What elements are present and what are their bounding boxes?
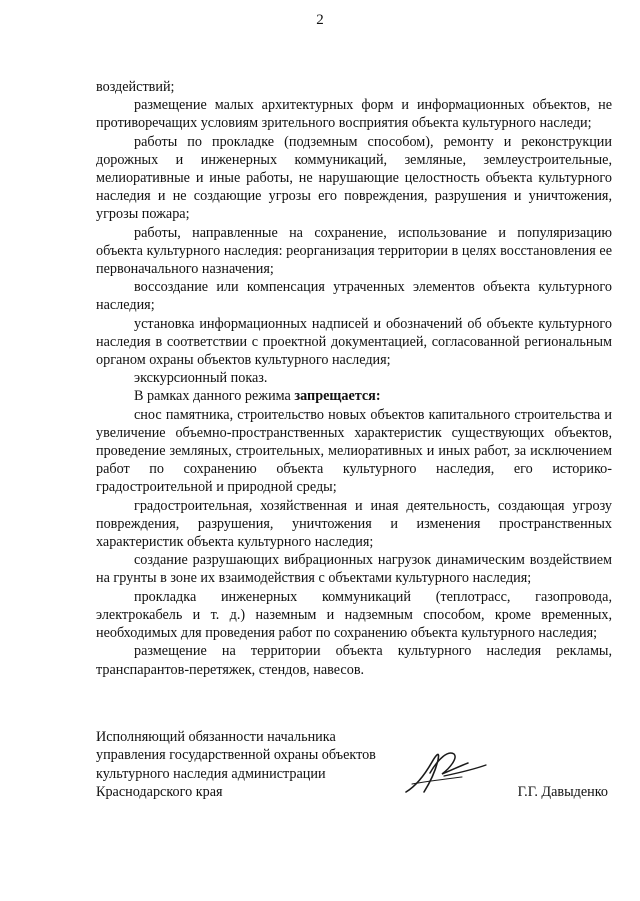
paragraph-prohibited-heading [96, 387, 612, 405]
paragraph-text: В рамках данного режима [134, 388, 295, 405]
paragraph [96, 497, 612, 552]
signer-position-line: Исполняющий обязанности начальника [96, 729, 336, 745]
paragraph-text: создание разрушающих вибрационных нагрузок динамическим воздействием на грунты в зоне их взаимодействия с объектами культурного наследия; [96, 552, 612, 587]
paragraph-text: установка информационных надписей и обозначений об объекте культурного наследия в соответствии с проектной документацией, согласованной региональным органом охраны объектов культурного наследия; [96, 315, 612, 369]
paragraph-text: снос памятника, строительство новых объектов капитального строительства и увеличение объемно-пространственных характеристик существующих объектов, проведение земляных, строительных, мелиоративных и иных работ, за исключением работ по сохранению объекта культурного наследия, его историко-градостроительной и природной среды; [96, 406, 612, 496]
paragraph-text: работы, направленные на сохранение, использование и популяризацию объекта культурного наследия: реорганизация территории в целях восстановления ее первоначального назначения; [96, 224, 612, 278]
signature-block [96, 728, 612, 808]
paragraph-text: размещение малых архитектурных форм и информационных объектов, не противоречащих условиям зрительного восприятия объекта культурного наследи; [96, 97, 612, 132]
signer-position [96, 728, 416, 802]
paragraph [96, 315, 612, 370]
paragraph-text: размещение на территории объекта культурного наследия рекламы, транспарантов-перетяжек, стендов, навесов. [96, 643, 612, 678]
signer-position-line: управления государственной охраны объектов [96, 747, 376, 764]
signer-position-line: культурного наследия администрации [96, 765, 326, 782]
paragraph-text: воздействий; [96, 79, 175, 95]
handwritten-signature [402, 746, 488, 798]
prohibited-keyword: запрещается: [294, 388, 381, 405]
paragraph-text: градостроительная, хозяйственная и иная деятельность, создающая угрозу повреждения, разрушения, уничтожения и изменения пространственных характеристик объекта культурного наследия; [96, 497, 612, 551]
paragraph [96, 551, 612, 587]
paragraph [96, 278, 612, 314]
signer-name: Г.Г. Давыденко [517, 784, 608, 800]
page-number: 2 [316, 12, 324, 28]
paragraph [96, 78, 612, 96]
paragraph-text: работы по прокладке (подземным способом), ремонту и реконструкции дорожных и инженерных коммуникаций, земляные, землеустроительные, мелиоративные и иные работы, не нарушающие целостность объекта культурного наследия и не создающие угрозы его повреждения, разрушения и уничтожения, угрозы пожара; [96, 133, 612, 223]
paragraph [96, 133, 612, 224]
document-body [96, 78, 612, 679]
paragraph [96, 369, 612, 387]
paragraph [96, 96, 612, 132]
paragraph-text: экскурсионный показ. [134, 370, 268, 387]
paragraph [96, 406, 612, 497]
paragraph [96, 224, 612, 279]
paragraph-text: прокладка инженерных коммуникаций (теплотрасс, газопровода, электрокабель и т. д.) наземным и надземным способом, кроме временных, необходимых для проведения работ по сохранению объекта культурного наследия; [96, 588, 612, 642]
paragraph [96, 588, 612, 643]
paragraph-text: воссоздание или компенсация утраченных элементов объекта культурного наследия; [96, 279, 612, 314]
paragraph [96, 642, 612, 678]
signer-position-line: Краснодарского края [96, 784, 223, 801]
signature-stroke [406, 754, 439, 792]
